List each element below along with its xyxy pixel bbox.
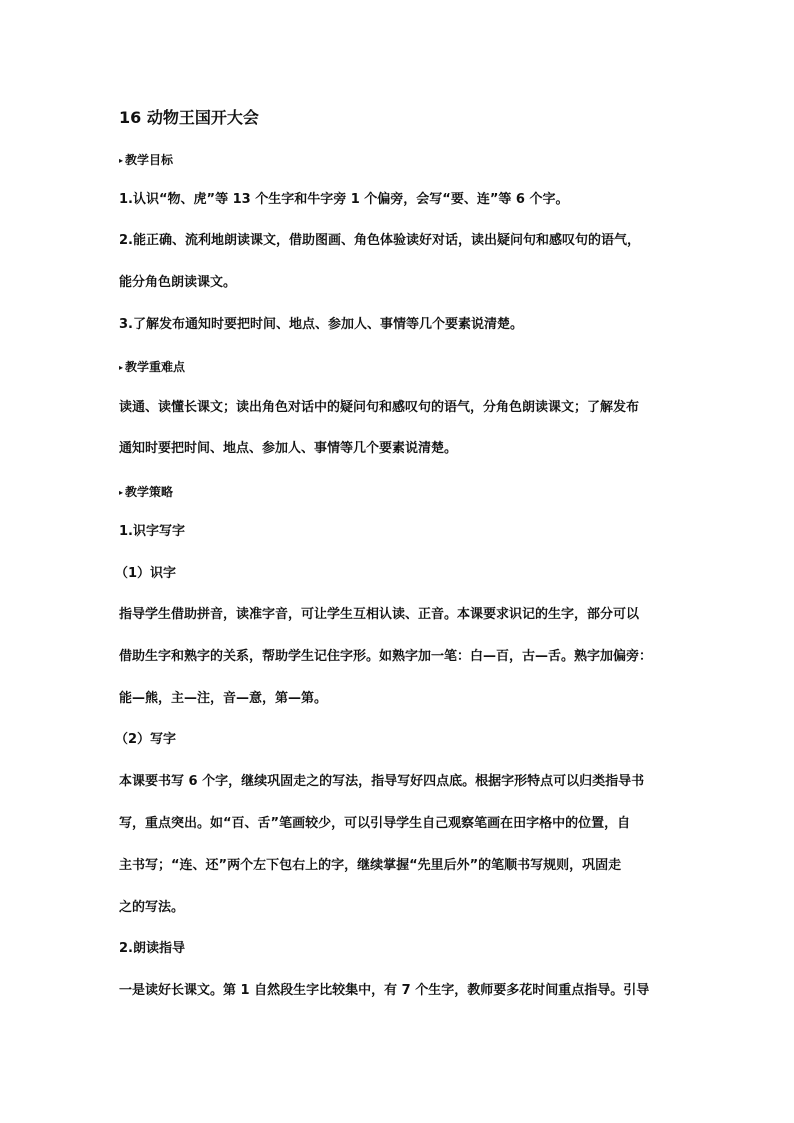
strategy-sub-2-line-2: 写，重点突出。如“百、舌”笔画较少，可以引导学生自己观察笔画在田字格中的位置，自 [119, 816, 631, 831]
goal-item-3: 3.了解发布通知时要把时间、地点、参加人、事情等几个要素说清楚。 [119, 317, 523, 332]
strategy-sub-1-heading: （1）识字 [115, 566, 177, 581]
strategy-part-2-heading: 2.朗读指导 [119, 941, 185, 956]
strategy-sub-2-line-4: 之的写法。 [119, 900, 185, 915]
section-marker-icon: ▸ [119, 363, 124, 372]
section-heading-label: 教学策略 [125, 485, 174, 499]
section-marker-icon: ▸ [119, 156, 124, 165]
section-marker-icon: ▸ [119, 488, 124, 497]
goal-item-2-line-2: 能分角色朗读课文。 [119, 275, 237, 290]
strategy-sub-1-line-2: 借助生字和熟字的关系，帮助学生记住字形。如熟字加一笔：白—百，古—舌。熟字加偏旁： [119, 649, 653, 664]
difficulties-line-2: 通知时要把时间、地点、参加人、事情等几个要素说清楚。 [119, 441, 458, 456]
page-title: 16 动物王国开大会 [119, 108, 259, 127]
goal-item-1: 1.认识“物、虎”等 13 个生字和牛字旁 1 个偏旁，会写“要、连”等 6 个字。 [119, 192, 569, 207]
strategy-part-2-line-1: 一是读好长课文。第 1 自然段生字比较集中，有 7 个生字，教师要多花时间重点指导。引导 [119, 983, 650, 998]
strategy-part-1-heading: 1.识字写字 [119, 524, 185, 539]
strategy-sub-1-line-3: 能—熊，主—注，音—意，第—第。 [119, 691, 328, 706]
section-heading-label: 教学目标 [125, 153, 174, 167]
strategy-sub-2-heading: （2）写字 [115, 732, 177, 747]
strategy-sub-2-line-1: 本课要书写 6 个字，继续巩固走之的写法，指导写好四点底。根据字形特点可以归类指导书 [119, 774, 645, 789]
strategy-sub-2-line-3: 主书写；“连、还”两个左下包右上的字，继续掌握“先里后外”的笔顺书写规则，巩固走 [119, 858, 622, 873]
strategy-sub-1-line-1: 指导学生借助拼音，读准字音，可让学生互相认读、正音。本课要求识记的生字，部分可以 [119, 607, 640, 622]
goal-item-2-line-1: 2.能正确、流利地朗读课文，借助图画、角色体验读好对话，读出疑问句和感叹句的语气， [119, 233, 640, 248]
section-heading-difficulties [119, 358, 689, 377]
difficulties-line-1: 读通、读懂长课文；读出角色对话中的疑问句和感叹句的语气，分角色朗读课文；了解发布 [119, 400, 640, 415]
section-heading-label: 教学重难点 [125, 360, 186, 374]
section-heading-strategy [119, 483, 689, 502]
section-heading-goals [119, 151, 689, 170]
